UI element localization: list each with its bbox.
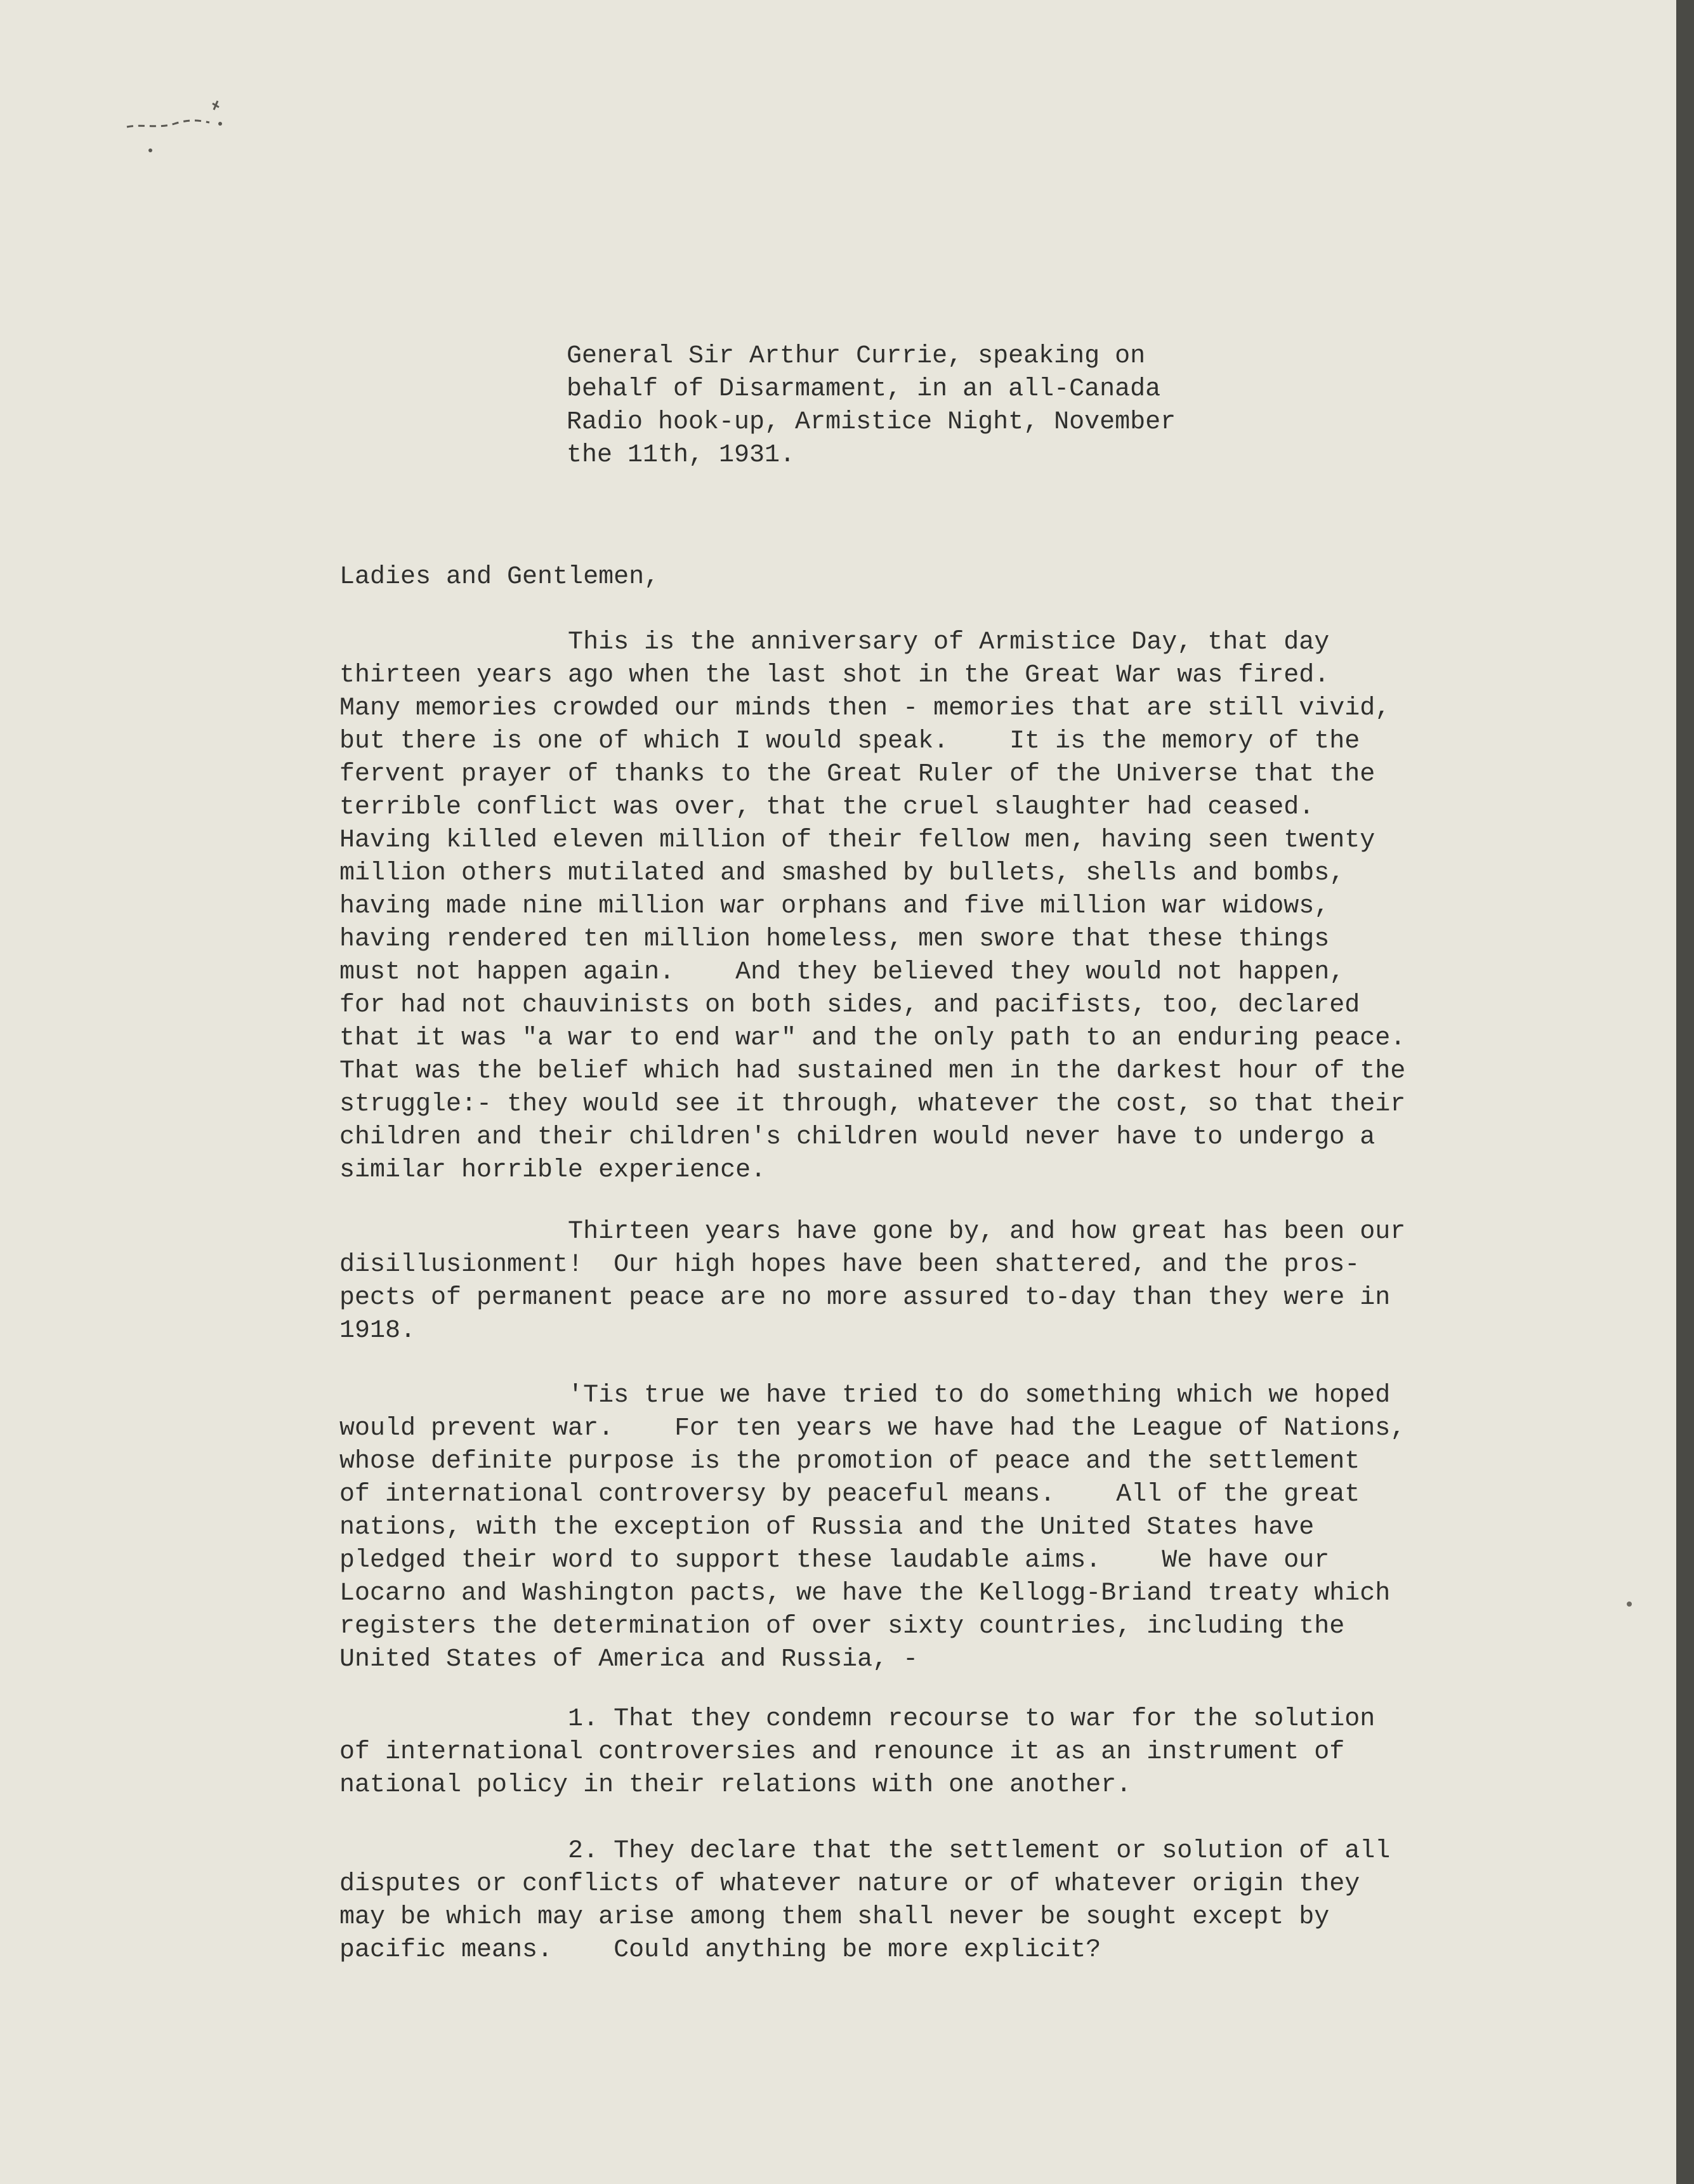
speech-heading: General Sir Arthur Currie, speaking on behalf of Disarmament, in an all-Canada Radio hook-up, Armistice Night, November the 11th, 1931. bbox=[567, 342, 1176, 470]
paragraph-league-of-nations: 'Tis true we have tried to do something which we hoped would prevent war. For ten years we have had the League of Nations, whose definite purpose is the promotion of peace and the settlement of international controversy by peaceful means. All of the great nations, with the exception of Russia and the United States have pledged their word to support these laudable aims. We have our Locarno and Washington pacts, we have the Kellogg-Briand treaty which registers the determination of over sixty countries, including the United States of America and Russia, - bbox=[339, 1381, 1406, 1674]
scan-border bbox=[1676, 0, 1694, 2184]
salutation: Ladies and Gentlemen, bbox=[339, 563, 660, 591]
paragraph-point-2: 2. They declare that the settlement or solution of all disputes or conflicts of whatever nature or of whatever origin they may be which may arise among them shall never be sought except by pacific means. Could anything be more explicit? bbox=[339, 1837, 1391, 1964]
pencil-scribble-icon bbox=[124, 98, 232, 155]
paragraph-disillusionment: Thirteen years have gone by, and how great has been our disillusionment! Our high hopes have been shattered, and the pros- pects of permanent peace are no more assured to-day than they were in 1918. bbox=[339, 1218, 1406, 1345]
paragraph-point-1: 1. That they condemn recourse to war for the solution of international controversies and renounce it as an instrument of national policy in their relations with one another. bbox=[339, 1705, 1376, 1799]
paper-speck-icon bbox=[1627, 1602, 1632, 1607]
paragraph-armistice: This is the anniversary of Armistice Day, that day thirteen years ago when the last shot in the Great War was fired. Many memories crowded our minds then - memories that are still vivid, but there is one of which I would speak. It is the memory of the fervent prayer of thanks to the Great Ruler of the Universe that the terrible conflict was over, that the cruel slaughter had ceased. Having killed eleven million of their fellow men, having seen twenty million others mutilated and smashed by bullets, shells and bombs, having made nine million war orphans and five million war widows, having rendered ten million homeless, men swore that these things must not happen again. And they believed they would not happen, for had not chauvinists on both sides, and pacifists, too, declared that it was "a war to end war" and the only path to an enduring peace. That was the belief which had sustained men in the darkest hour of the struggle:- they would see it through, whatever the cost, so that their children and their children's children would never have to undergo a similar horrible experience. bbox=[339, 628, 1406, 1185]
